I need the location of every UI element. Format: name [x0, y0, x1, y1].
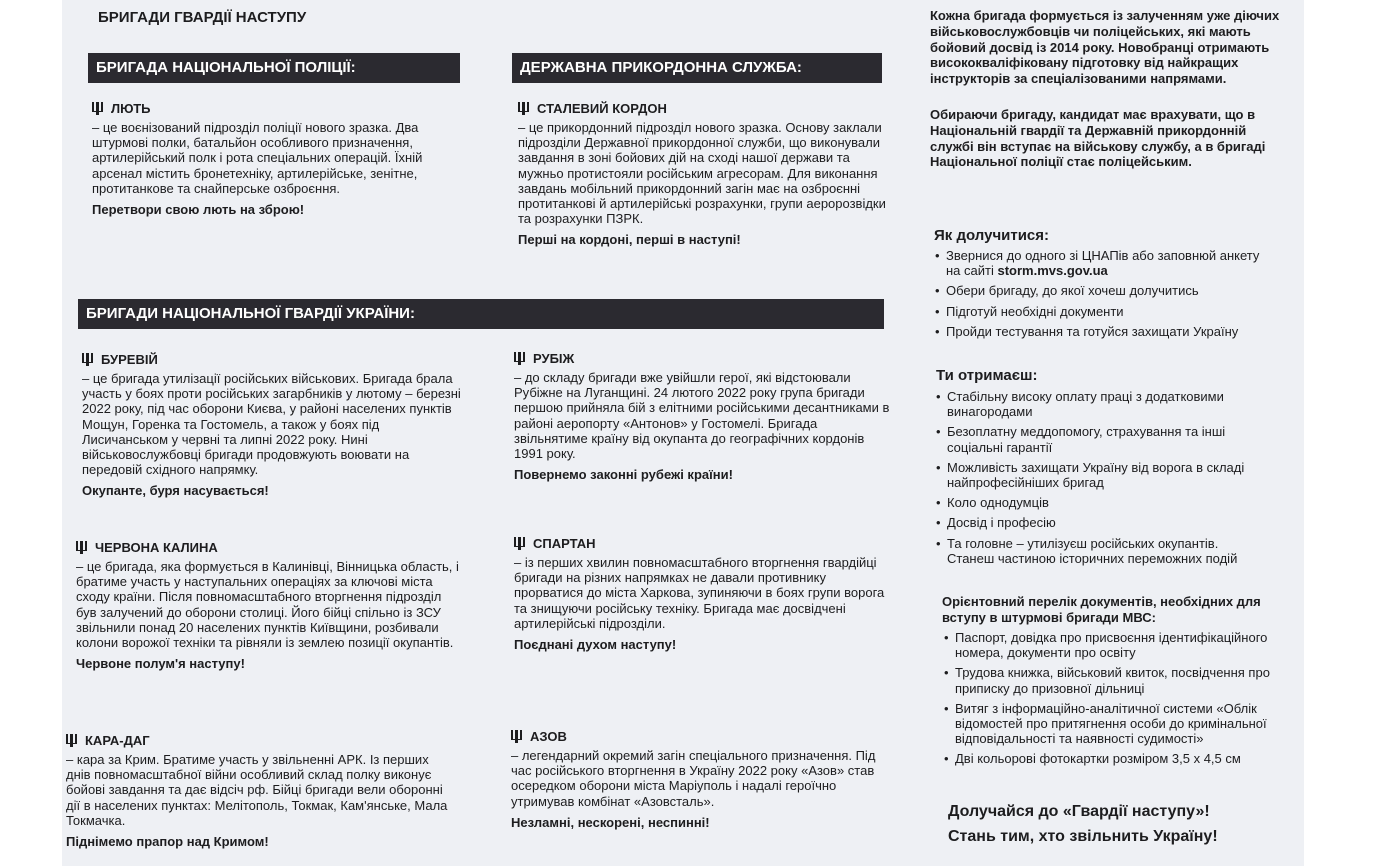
brigade-description: – легендарний окремий загін спеціального призначення. Під час російського вторгнення в Україну 2022 року «Азов» став осередком оборони міста Маріуполь і надалі героїчно утримував комбінат «Азовсталь».: [511, 748, 876, 809]
brigade-name: СПАРТАН: [514, 536, 894, 551]
brigade-name: ЛЮТЬ: [92, 101, 462, 116]
brigade-lyut: [92, 101, 462, 217]
brigade-slogan: Перетвори свою лють на зброю!: [92, 202, 305, 218]
benefit-item: • Досвід і професію: [936, 515, 1304, 530]
benefit-item: • Стабільну високу оплату праці з додатковими винагородами: [936, 389, 1304, 419]
intro-paragraph-2: Обираючи бригаду, кандидат має врахувати, що в Національній гвардії та Державній прикордонній службі він вступає на військову службу, а в бригаді Національної поліції стає поліцейським.: [930, 107, 1266, 170]
brigade-description: – до складу бригади вже увійшли герої, які відстоювали Рубіжне на Луганщині. 24 лютого 2022 року група бригади першою прийняла бій з елітними російськими десантниками в районі аеропорту «Антонов» у Гостомелі. Бригада звільнятиме країну від окупанта до географічних кордонів 1991 року.: [514, 370, 890, 462]
border-section-heading: ДЕРЖАВНА ПРИКОРДОННА СЛУЖБА:: [512, 53, 882, 83]
document-item: • Дві кольорові фотокартки розміром 3,5 х 4,5 см: [944, 751, 1304, 766]
document-item: • Витяг з інформаційно-аналітичної системи «Облік відомостей про притягнення особи до кримінальної відповідальності та наявності судимості»: [944, 701, 1304, 747]
documents-heading: Орієнтовний перелік документів, необхідних для вступу в штурмові бригади МВС:: [942, 594, 1261, 625]
trident-icon: [66, 734, 77, 747]
brigade-azov: [511, 729, 896, 830]
documents-list: [944, 630, 1304, 772]
website-link: storm.mvs.gov.ua: [997, 263, 1108, 279]
brigade-name: БУРЕВІЙ: [82, 352, 467, 367]
page-title: БРИГАДИ ГВАРДІЇ НАСТУПУ: [98, 9, 307, 26]
brigade-slogan: Поєднані духом наступу!: [514, 637, 677, 653]
brigade-slogan: Піднімемо прапор над Кримом!: [66, 834, 269, 850]
brigade-rubizh: [514, 351, 894, 482]
brigade-slogan: Окупанте, буря насувається!: [82, 483, 269, 499]
brigade-slogan: Повернемо законні рубежі країни!: [514, 467, 733, 483]
leaflet-sheet: [62, 0, 1304, 866]
benefit-item: • Безоплатну меддопомогу, страхування та інші соціальні гарантії: [936, 424, 1304, 454]
brigade-description: – це воєнізований підрозділ поліції нового зразка. Два штурмові полки, батальйон особливого призначення, артилерійський полк і рота спеціальних операцій. Їхній арсенал містить бронетехніку, артилерійське, зенітне, протитанкове та снайперське озброєння.: [92, 120, 423, 196]
benefit-item: • Коло однодумців: [936, 495, 1304, 510]
join-step-item: • Пройди тестування та готуйся захищати Україну: [935, 324, 1304, 339]
trident-icon: [518, 102, 529, 115]
join-steps-list: [935, 248, 1304, 344]
brigade-name: РУБІЖ: [514, 351, 894, 366]
join-step-item: • Звернися до одного зі ЦНАПів або заповнюй анкету на сайті storm.mvs.gov.ua: [935, 248, 1304, 278]
brigade-description: – це прикордонний підрозділ нового зразка. Основу заклали підрозділи Державної прикордонної служби, що виконували завдання в зоні бойових дій на сході нашої держави та мужньо протистояли російським агресорам. Для виконання завдань мобільний прикордонний загін має на озброєнні протитанкові й артилерійські розрахунки, групи аеророзвідки та розрахунки ПЗРК.: [518, 120, 886, 227]
brigade-slogan: Перші на кордоні, перші в наступі!: [518, 232, 741, 248]
benefits-list: [936, 389, 1304, 571]
trident-icon: [511, 730, 522, 743]
benefits-heading: Ти отримаєш:: [936, 367, 1038, 384]
join-step-item: • Обери бригаду, до якої хочеш долучитись: [935, 283, 1304, 298]
brigade-slogan: Незламні, нескорені, неспинні!: [511, 814, 710, 830]
brigade-description: – із перших хвилин повномасштабного вторгнення гвардійці бригади на різних напрямках не давали противнику прорватися до міста Харкова, зупиняючи в боях групи ворога та знищуючи російську техніку. Бригада має досвідчені артилерійські підрозділи.: [514, 555, 885, 631]
trident-icon: [514, 537, 525, 550]
trident-icon: [76, 541, 87, 554]
document-item: • Паспорт, довідка про присвоєння ідентифікаційного номера, документи про освіту: [944, 630, 1304, 660]
cta-line-1: Долучайся до «Гвардії наступу»!: [948, 803, 1210, 820]
brigade-spartan: [514, 536, 894, 652]
join-step-item: • Підготуй необхідні документи: [935, 304, 1304, 319]
benefit-item: • Та головне – утилізуєш російських окупантів. Станеш частиною історичних переможних подій: [936, 536, 1304, 566]
document-item: • Трудова книжка, військовий квиток, посвідчення про приписку до призовної дільниці: [944, 665, 1304, 695]
brigade-slogan: Червоне полум'я наступу!: [76, 656, 245, 672]
trident-icon: [514, 352, 525, 365]
cta-line-2: Стань тим, хто звільнить Україну!: [948, 828, 1218, 845]
trident-icon: [92, 102, 103, 115]
brigade-name: ЧЕРВОНА КАЛИНА: [76, 540, 461, 555]
benefit-item: • Можливість захищати Україну від ворога в складі найпрофесійніших бригад: [936, 460, 1304, 490]
brigade-burevii: [82, 352, 467, 498]
trident-icon: [82, 353, 93, 366]
police-section-heading: БРИГАДА НАЦІОНАЛЬНОЇ ПОЛІЦІЇ:: [88, 53, 460, 83]
brigade-description: – це бригада, яка формується в Калинівці, Вінницька область, і братиме участь у наступальних операціях за ключові міста сходу країни. Після повномасштабного вторгнення підрозділ був залучений до оборони столиці. Його бійці спільно із ЗСУ звільнили понад 20 населених пунктів Київщини, розбивали колони ворожої техніки та рівняли із землею позиції окупантів.: [76, 559, 459, 651]
brigade-kordon: [518, 101, 888, 247]
brigade-name: СТАЛЕВИЙ КОРДОН: [518, 101, 888, 116]
brigade-kalyna: [76, 540, 461, 671]
brigade-name: АЗОВ: [511, 729, 896, 744]
brigade-karadag: [66, 733, 451, 849]
intro-paragraph-1: Кожна бригада формується із залученням уже діючих військовослужбовців чи поліцейських, які мають бойовий досвід із 2014 року. Новобранці отримають висококваліфіковану підготовку від найкращих інструкторів за спеціалізованими напрямами.: [930, 8, 1280, 87]
brigade-name: КАРА-ДАГ: [66, 733, 451, 748]
brigade-description: – це бригада утилізації російських військових. Бригада брала участь у боях проти російських загарбників у лютому – березні 2022 року, під час оборони Києва, у районі населених пунктів Мощун, Горенка та Гостомель, а також у боях під Лисичанськом у червні та липні 2022 року. Нині військовослужбовці бригади продовжують воювати на передовій східного напрямку.: [82, 371, 461, 478]
guard-section-heading: БРИГАДИ НАЦІОНАЛЬНОЇ ГВАРДІЇ УКРАЇНИ:: [78, 299, 884, 329]
join-heading: Як долучитися:: [934, 227, 1050, 244]
brigade-description: – кара за Крим. Братиме участь у звільненні АРК. Із перших днів повномасштабної війни особливий склад полку виконує бойові завдання та дає відсіч рф. Бійці бригади вели оборонні дії в населених пунктах: Мелітополь, Токмак, Кам'янське, Мала Токмачка.: [66, 752, 448, 828]
